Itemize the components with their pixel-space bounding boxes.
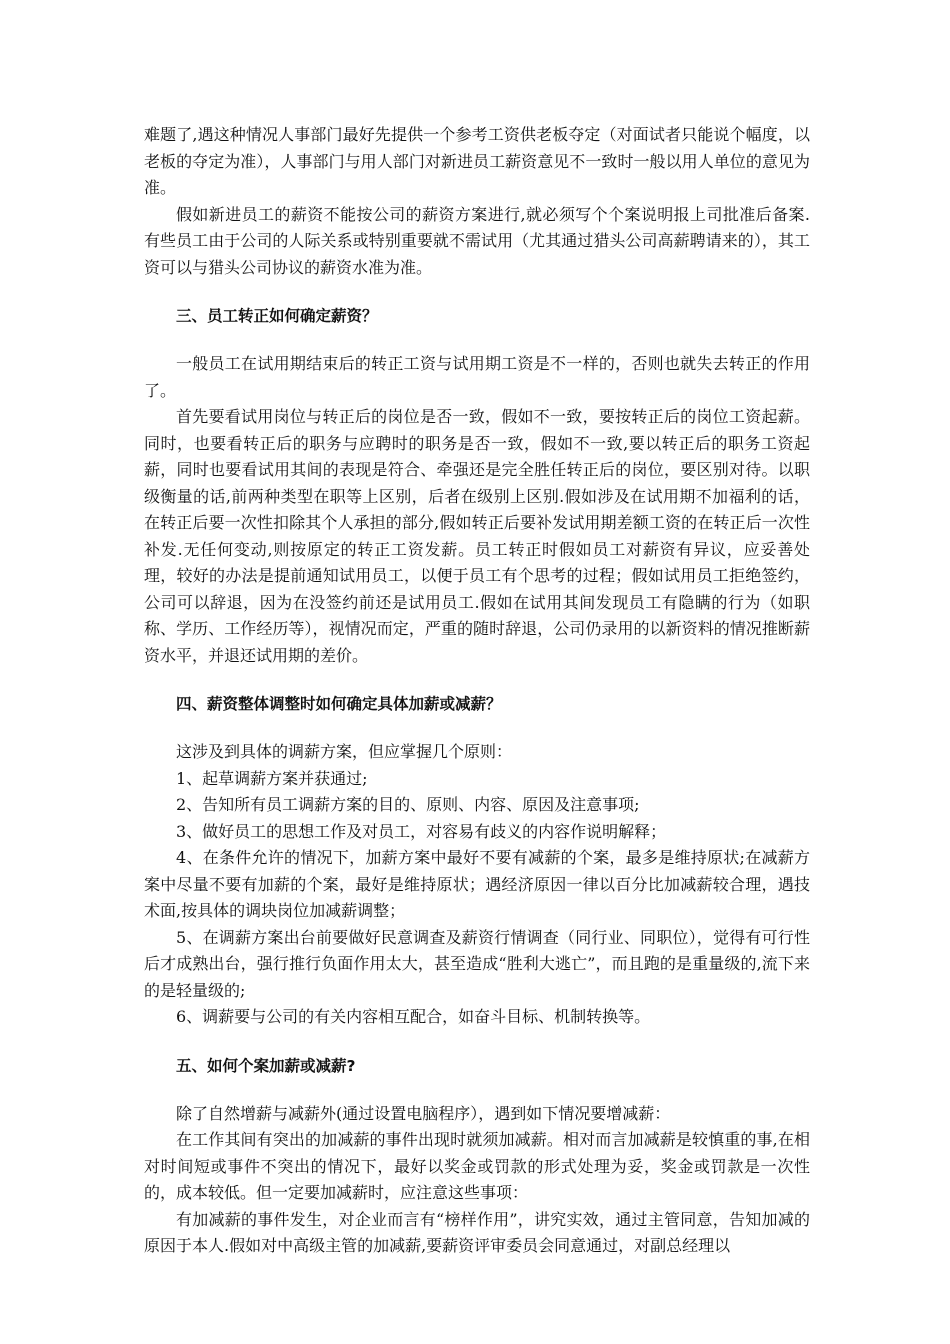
section-5-paragraph-2: 在工作其间有突出的加减薪的事件出现时就须加减薪。相对而言加减薪是较慎重的事,在相对时间短或事件不突出的情况下，最好以奖金或罚款的形式处理为妥，奖金或罚款是一次性的，成本较低。但一定要加减薪时，应注意这些事项： [144,1130,810,1202]
list-item: 5、在调薪方案出台前要做好民意调查及薪资行情调查（同行业、同职位），觉得有可行性后才成熟出台，强行推行负面作用太大，甚至造成“胜利大逃亡”，而且跑的是重量级的,流下来的是轻量级的; [144,927,810,1000]
section-4-heading: 四、薪资整体调整时如何确定具体加薪或减薪？ [176,695,502,713]
section-4-intro: 这涉及到具体的调薪方案，但应掌握几个原则： [176,742,513,761]
section-5-paragraph-1: 除了自然增薪与减薪外(通过设置电脑程序），遇到如下情况要增减薪： [176,1103,671,1123]
list-item: 2、告知所有员工调薪方案的目的、原则、内容、原因及注意事项; [176,795,640,814]
intro-paragraph-2: 假如新进员工的薪资不能按公司的薪资方案进行,就必须写个个案说明报上司批准后备案.有些员工由于公司的人际关系或特别重要就不需试用（尤其通过猎头公司高薪聘请来的），其工资可以与猎头公司协议的薪资水准为准。 [144,204,810,277]
section-5-paragraph-3: 有加减薪的事件发生，对企业而言有“榜样作用”，讲究实效，通过主管同意，告知加减的原因于本人.假如对中高级主管的加减薪,要薪资评审委员会同意通过，对副总经理以 [144,1209,810,1255]
intro-paragraph-1: 难题了,遇这种情况人事部门最好先提供一个参考工资供老板夺定（对面试者只能说个幅度，以老板的夺定为准），人事部门与用人部门对新进员工薪资意见不一致时一般以用人单位的意见为准。 [144,125,810,197]
list-item: 3、做好员工的思想工作及对员工，对容易有歧义的内容作说明解释； [176,821,667,841]
list-item: 4、在条件允许的情况下，加薪方案中最好不要有减薪的个案，最多是维持原状;在减薪方案中尽量不要有加薪的个案，最好是维持原状；遇经济原因一律以百分比加减薪较合理，遇技术面,按具体的调块岗位加减薪调整； [144,848,810,920]
list-item: 6、调薪要与公司的有关内容相互配合，如奋斗目标、机制转换等。 [176,1007,651,1026]
section-5-heading: 五、如何个案加薪或减薪? [176,1056,356,1075]
section-4-list [144,766,810,1031]
section-3-heading: 三、员工转正如何确定薪资？ [176,307,378,325]
document-body [144,122,810,1260]
section-3-paragraph-1: 一般员工在试用期结束后的转正工资与试用期工资是不一样的，否则也就失去转正的作用了。 [144,354,810,400]
list-item: 1、起草调薪方案并获通过; [176,768,368,788]
section-3-paragraph-2: 首先要看试用岗位与转正后的岗位是否一致，假如不一致，要按转正后的岗位工资起薪。同时，也要看转正后的职务与应聘时的职务是否一致，假如不一致,要以转正后的职务工资起薪，同时也要看试用其间的表现是符合、牵强还是完全胜任转正后的岗位，要区别对待。以职级衡量的话,前两种类型在职等上区别，后者在级别上区别.假如涉及在试用期不加福利的话，在转正后要一次性扣除其个人承担的部分,假如转正后要补发试用期差额工资的在转正后一次性补发.无任何变动,则按原定的转正工资发薪。员工转正时假如员工对薪资有异议，应妥善处理，较好的办法是提前通知试用员工，以便于员工有个思考的过程；假如试用员工拒绝签约，公司可以辞退，因为在没签约前还是试用员工.假如在试用其间发现员工有隐瞒的行为（如职称、学历、工作经历等），视情况而定，严重的随时辞退，公司仍录用的以新资料的情况推断薪资水平，并退还试用期的差价。 [144,407,810,665]
